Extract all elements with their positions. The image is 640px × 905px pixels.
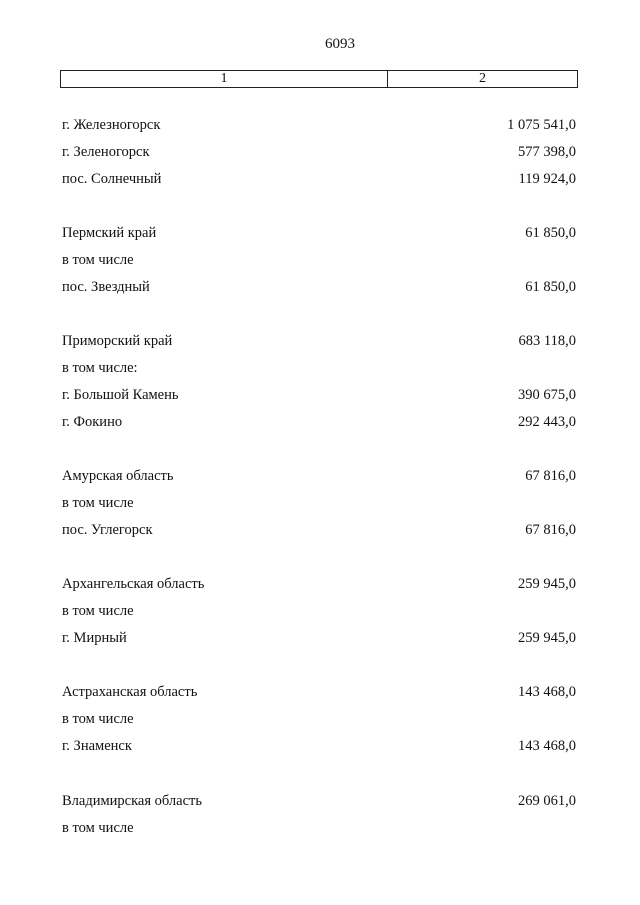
row-value: 143 468,0 <box>518 738 576 754</box>
row-label: г. Зеленогорск <box>62 144 150 160</box>
table-row <box>62 359 576 377</box>
table-row <box>62 224 576 242</box>
row-label: Пермский край <box>62 225 157 241</box>
row-label: в том числе <box>62 252 134 268</box>
table-row <box>62 710 576 728</box>
row-value: 683 118,0 <box>518 333 576 349</box>
column-header-1: 1 <box>61 71 388 87</box>
row-label: г. Знаменск <box>62 738 132 754</box>
row-label: г. Мирный <box>62 630 127 646</box>
row-label: Владимирская область <box>62 793 202 809</box>
row-value: 1 075 541,0 <box>507 117 576 133</box>
row-value: 577 398,0 <box>518 144 576 160</box>
table-row <box>62 737 576 755</box>
page-number: 6093 <box>325 36 355 52</box>
table-row <box>62 116 576 134</box>
table-row <box>62 386 576 404</box>
row-value: 269 061,0 <box>518 793 576 809</box>
table-row <box>62 332 576 350</box>
row-label: пос. Звездный <box>62 279 150 295</box>
row-label: Амурская область <box>62 468 174 484</box>
table-row <box>62 251 576 269</box>
row-value: 259 945,0 <box>518 630 576 646</box>
row-label: Астраханская область <box>62 684 198 700</box>
table-row <box>62 575 576 593</box>
row-value: 67 816,0 <box>525 522 576 538</box>
row-label: г. Фокино <box>62 414 123 430</box>
row-value: 390 675,0 <box>518 387 576 403</box>
row-label: в том числе <box>62 495 134 511</box>
table-row <box>62 602 576 620</box>
column-header-2: 2 <box>479 71 486 86</box>
row-value: 292 443,0 <box>518 414 576 430</box>
table-row <box>62 683 576 701</box>
table-row <box>62 792 576 810</box>
row-label: Приморский край <box>62 333 173 349</box>
table-row <box>62 467 576 485</box>
row-value: 67 816,0 <box>525 468 576 484</box>
row-value: 143 468,0 <box>518 684 576 700</box>
table-header <box>60 70 578 88</box>
table-row <box>62 494 576 512</box>
table-row <box>62 413 576 431</box>
row-label: в том числе <box>62 820 134 836</box>
row-value: 119 924,0 <box>518 171 576 187</box>
row-label: в том числе <box>62 603 134 619</box>
row-value: 61 850,0 <box>525 279 576 295</box>
table-row <box>62 521 576 539</box>
row-label: пос. Солнечный <box>62 171 162 187</box>
row-label: г. Большой Камень <box>62 387 179 403</box>
row-value: 259 945,0 <box>518 576 576 592</box>
row-label: пос. Углегорск <box>62 522 153 538</box>
row-value: 61 850,0 <box>525 225 576 241</box>
row-label: Архангельская область <box>62 576 205 592</box>
table-row <box>62 170 576 188</box>
table-row <box>62 143 576 161</box>
table-row <box>62 629 576 647</box>
table-row <box>62 819 576 837</box>
row-label: г. Железногорск <box>62 117 161 133</box>
row-label: в том числе: <box>62 360 138 376</box>
table-row <box>62 278 576 296</box>
row-label: в том числе <box>62 711 134 727</box>
